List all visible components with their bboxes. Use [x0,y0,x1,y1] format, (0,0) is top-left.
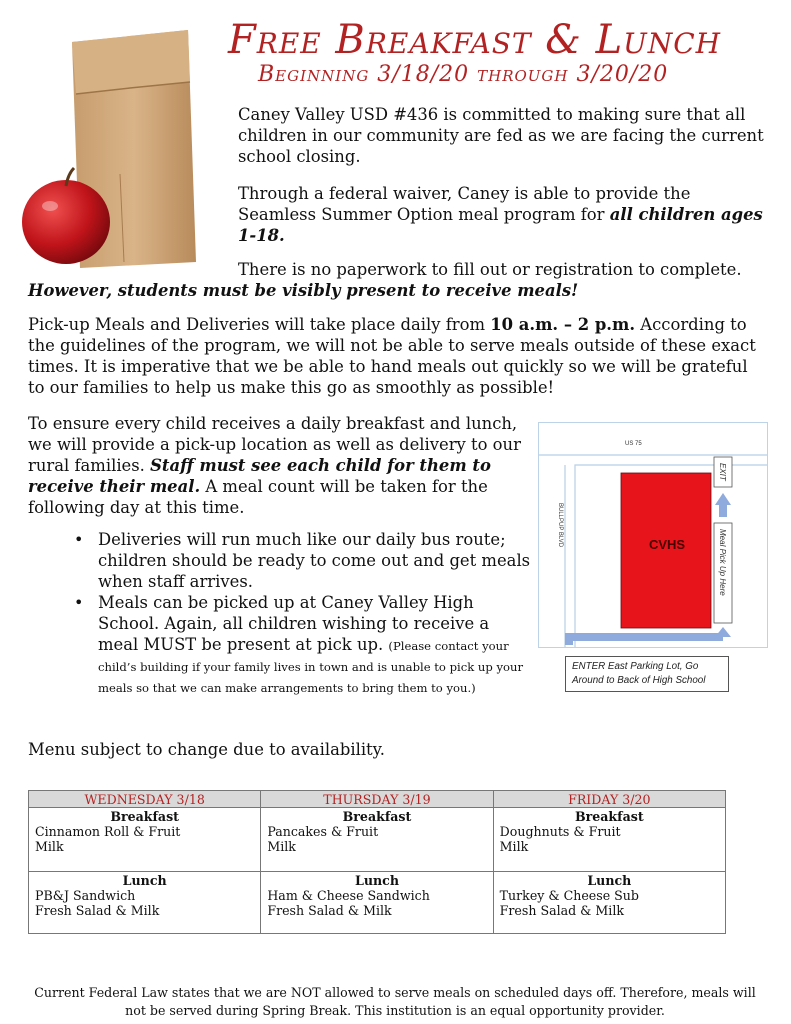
menu-item: Fresh Salad & Milk [499,903,624,918]
pickup-label: Meal Pick Up Here [718,529,727,596]
intro-paragraph-3 [28,259,768,301]
route-arrow-head-icon [715,627,731,637]
lunch-bag-apple-image [20,24,228,272]
breakfast-heading: Breakfast [110,809,179,824]
menu-item: Turkey & Cheese Sub [499,888,639,903]
menu-item: Doughnuts & Fruit [499,824,621,839]
lunch-cell [261,872,493,934]
lunch-heading: Lunch [587,873,632,888]
presence-emphasis: However, students must be visibly present to receive meals! [28,281,579,300]
info-list [72,529,532,697]
breakfast-cell [493,808,725,872]
intro-paragraph-1: Caney Valley USD #436 is committed to making sure that all children in our community are fed as we are facing the current school closing. [238,105,764,166]
day-header: WEDNESDAY 3/18 [29,791,261,808]
breakfast-cell [29,808,261,872]
pickup-text: Pick-up Meals and Deliveries will take place daily from [28,315,491,334]
day-header: THURSDAY 3/19 [261,791,493,808]
lunch-heading: Lunch [122,873,167,888]
menu-item: Milk [267,839,296,854]
breakfast-heading: Breakfast [342,809,412,824]
menu-item: Fresh Salad & Milk [35,903,160,918]
day-header: FRIDAY 3/20 [493,791,725,808]
road-label-us75: US 75 [625,441,642,447]
meal-count-text: A meal count will be taken for the following day at this time. [28,477,488,517]
daily-meal-text: To ensure every child receives a daily breakfast and lunch, we will provide a pick-up location as well as delivery to our rural families. [28,414,521,475]
breakfast-heading: Breakfast [574,809,644,824]
road-label-bullpup: BULLPUP BLVD [557,503,563,548]
intro-paragraph-4 [28,314,768,398]
lunch-cell [29,872,261,934]
page-title: Free Breakfast & Lunch [228,17,722,63]
enter-note: ENTER East Parking Lot, Go Around to Back of High School [565,656,729,692]
delivery-bullet: Deliveries will run much like our daily bus route; children should be ready to come out and get meals when staff arrives. [98,530,531,591]
menu-item: Fresh Salad & Milk [267,903,392,918]
menu-note: Menu subject to change due to availability. [28,740,385,759]
exit-arrow-head-icon [715,493,731,505]
menu-item: Milk [499,839,529,854]
lunch-cell [493,872,725,934]
lunch-heading: Lunch [354,873,399,888]
footer-note: Current Federal Law states that we are NOT allowed to serve meals on scheduled days off. Therefore, meals will not be served during Spring Break. This institution is an equal opportunity provider. [34,985,756,1018]
menu-table [28,790,726,934]
route-arrow-icon [569,635,719,645]
menu-item: Ham & Cheese Sandwich [267,888,430,903]
table-row [29,808,726,872]
exit-arrow-icon [719,503,727,517]
pickup-times: 10 a.m. – 2 p.m. [490,315,636,334]
list-item: • Deliveries will run much like our daily bus route; children should be ready to come out and get meals when staff arrives. [74,530,531,591]
breakfast-cell [261,808,493,872]
intro-paragraph-2 [238,183,766,246]
ages-emphasis: all children ages 1-18. [238,205,763,245]
guidelines-text: According to the guidelines of the program, we will not be able to serve meals outside of these exact times. It is imperative that we be able to hand meals out quickly so we will be grateful to our families to help us make this go as smoothly as possible! [28,315,756,397]
list-item: • Meals can be picked up at Caney Valley High School. Again, all children wishing to receive a meal MUST be present at pick up. (Please contact your child’s building if your family lives in town and is unable to pick up your meals so that we can make arrangements to bring them to you.) [74,593,524,695]
menu-item: Cinnamon Roll & Fruit [35,824,181,839]
menu-item: PB&J Sandwich [35,888,136,903]
waiver-text: Through a federal waiver, Caney is able to provide the Seamless Summer Option meal program for [238,184,691,224]
menu-item: Milk [35,839,64,854]
contact-note: (Please contact your child’s building if your family lives in town and is unable to pick up your meals so that we can make arrangements to bring them to you.) [98,639,524,695]
pickup-map-drawing [539,423,767,647]
page-subtitle: Beginning 3/18/20 through 3/20/20 [258,62,669,87]
staff-see-emphasis: Staff must see each child for them to receive their meal. [28,456,491,496]
building-label: CVHS [648,537,686,552]
menu-item: Pancakes & Fruit [267,824,379,839]
pickup-map [538,422,768,648]
details-paragraph [28,413,522,518]
exit-label: EXIT [718,463,727,481]
pickup-bullet: Meals can be picked up at Caney Valley High School. Again, all children wishing to receive a meal MUST be present at pick up. [98,593,490,654]
paperwork-text: There is no paperwork to fill out or registration to complete. [238,260,742,279]
table-row [29,872,726,934]
